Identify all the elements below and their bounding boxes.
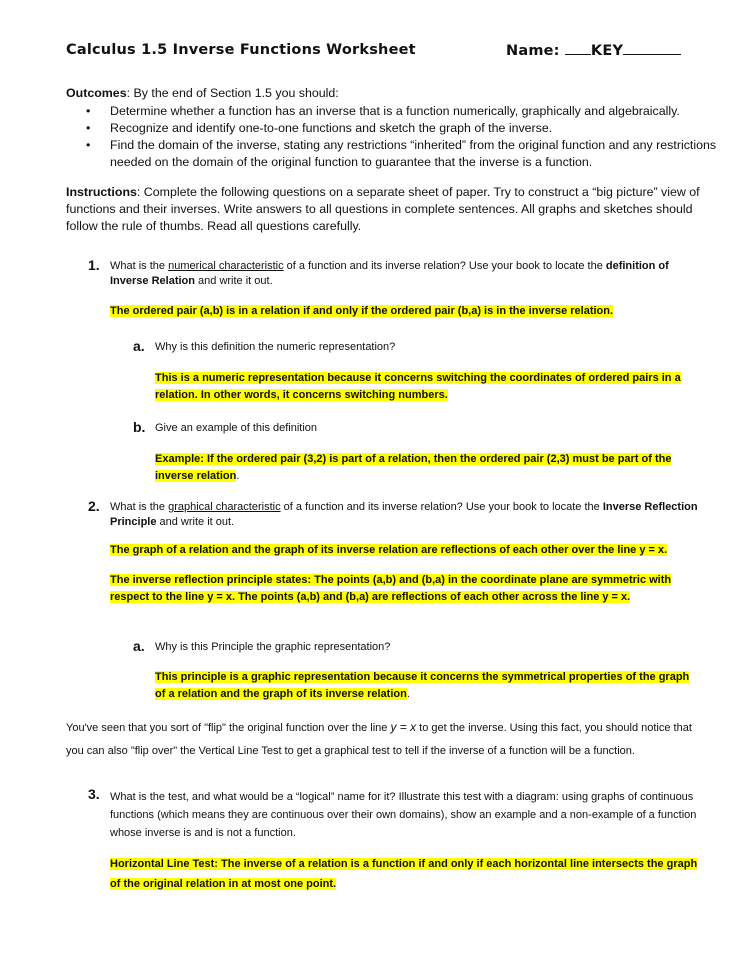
question-1-text: What is the numerical characteristic of a function and its inverse relation? Use your book to locate the definition of Inverse Relation and write it out. [110, 260, 669, 287]
name-field [506, 42, 681, 59]
question-2-number: 2. [88, 498, 100, 514]
question-1a-label: a. [133, 338, 145, 354]
question-3-number: 3. [88, 786, 100, 802]
question-2-answer-2: The inverse reflection principle states: The points (a,b) and (b,a) in the coordinate plane are symmetric with respect to the line y = x. The points (a,b) and (b,a) are reflections of each other across the line y = x. [110, 574, 672, 603]
question-1a-text: Why is this definition the numeric representation? [155, 341, 396, 353]
question-1-number: 1. [88, 257, 100, 273]
list-item: • Recognize and identify one-to-one functions and sketch the graph of the inverse. [86, 121, 553, 135]
name-value: KEY [590, 43, 624, 59]
name-blank-right [623, 42, 681, 55]
bullet-icon: • [86, 138, 91, 152]
name-blank-left [565, 42, 591, 55]
instructions [66, 184, 706, 235]
bullet-icon: • [86, 121, 91, 135]
question-1b-answer: Example: If the ordered pair (3,2) is part of a relation, then the ordered pair (2,3) must be part of the inverse relation. [155, 453, 672, 482]
outcomes-label: Outcomes [66, 86, 127, 100]
question-3-answer: Horizontal Line Test: The inverse of a relation is a function if and only if each horizontal line intersects the graph of the original relation in at most one point. [110, 858, 698, 890]
instructions-label: Instructions [66, 185, 137, 199]
question-1-answer: The ordered pair (a,b) is in a relation if and only if the ordered pair (b,a) is in the inverse relation. [110, 305, 614, 317]
question-1b-label: b. [133, 419, 146, 435]
question-2-text: What is the graphical characteristic of a function and its inverse relation? Use your book to locate the Inverse Reflection Principle and write it out. [110, 501, 698, 528]
list-item: • Determine whether a function has an inverse that is a function numerically, graphically and algebraically. [86, 104, 680, 118]
name-label: Name: [506, 43, 560, 59]
worksheet-title: Calculus 1.5 Inverse Functions Worksheet [66, 42, 416, 58]
flip-paragraph: You've seen that you sort of "flip" the original function over the line y = x to get the inverse. Using this fact, you should notice that you can also "flip over" the Vertical Line Test to get a graphical test to tell if the inverse of a function will be a function. [66, 720, 692, 757]
outcomes-intro [66, 85, 339, 102]
outcomes-list [86, 103, 726, 171]
question-2a-text: Why is this Principle the graphic representation? [155, 641, 391, 653]
question-1b-text: Give an example of this definition [155, 422, 318, 434]
bullet-icon: • [86, 104, 91, 118]
question-1a-answer: This is a numeric representation because it concerns switching the coordinates of ordered pairs in a relation. In other words, it concerns switching numbers. [155, 372, 681, 401]
instructions-text: : Complete the following questions on a separate sheet of paper. Try to construct a “big picture” view of functions and their inverses. Write answers to all questions in complete sentences. All graphs and sketches should follow the rule of thumbs. Read all questions carefully. [66, 185, 700, 233]
outcomes-intro-text: : By the end of Section 1.5 you should: [126, 86, 339, 100]
question-2a-answer: This principle is a graphic representation because it concerns the symmetrical properties of the graph of a relation and the graph of its inverse relation. [155, 671, 690, 700]
list-item: • Find the domain of the inverse, stating any restrictions “inherited” from the original function and any restrictions needed on the domain of the original function to guarantee that the inverse is a function. [86, 138, 717, 169]
question-3-text: What is the test, and what would be a “logical” name for it? Illustrate this test with a diagram: using graphs of continuous functions (which means they are continuous over their own domains), show an example and a non-example of a function whose inverse is and is not a function. [110, 791, 697, 839]
question-2-answer-1: The graph of a relation and the graph of its inverse relation are reflections of each other over the line y = x. [110, 544, 668, 556]
question-2a-label: a. [133, 638, 145, 654]
